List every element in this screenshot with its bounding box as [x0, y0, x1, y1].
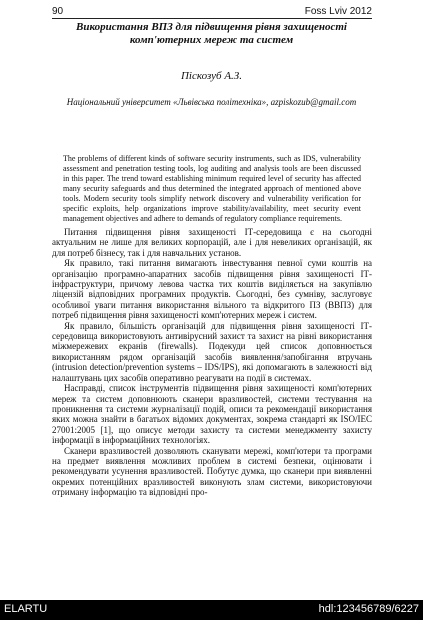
paper-author: Піскозуб А.З.: [180, 70, 242, 82]
repository-footer: [0, 600, 423, 620]
header-rule: [52, 18, 372, 19]
footer-handle[interactable]: hdl:123456789/6227: [318, 603, 419, 615]
conference-name: Foss Lviv 2012: [304, 6, 372, 17]
paragraph: Насправді, список інструментів підвищення рівня захищеності комп'ютерних мереж та систем доповнюють сканери вразливостей, системи тестування на проникнення та системи журналізації подій, описи та рекомендації використання яких можна знайти в багатьох відомих документах, зокрема стандарті як ISO/IEC 27001:2005 [1], що описує методи захисту та системи менеджменту захисту інформації в інформаційних технологіях.: [52, 383, 372, 446]
body-text: [52, 227, 372, 498]
paragraph: Сканери вразливостей дозволяють сканувати мережі, комп'ютери та програми на предмет виявлення можливих проблем в системі безпеки, оцінювати і рекомендувати усунення вразливостей. Побутує думка, що сканери при виявленні окремих потенційних вразливостей виконують злам системи, використовуючи отриману інформацію та відповідні про-: [52, 445, 372, 498]
abstract: The problems of different kinds of software security instruments, such as IDS, vulnerability assessment and penetration testing tools, log auditing and analysis tools are been discussed in this paper. The trend toward establishing minimum required level of security has affected many security safeguards and thus determined the integrated approach of mentioned above tools. Modern security tools simplify network discovery and vulnerability verification for specific exploits, help organizations improve stability/availability, meet security event management objectives and adhere to demands of regulatory compliance requirements.: [63, 154, 361, 223]
paragraph: Як правило, більшість організацій для підвищення рівня захищеності ІТ-середовища використовують антивірусний захист та захист на рівні використання міжмережевих екранів (firewalls). Подекуди цей список доповнюється використанням рядом організацій засобів виявлення/запобігання втручань (intrusion detection/prevention systems – IDS/IPS), які допомагають в залежності від налаштувань цих засобів оперативно реагувати на події в системах.: [52, 320, 372, 383]
paragraph: Питання підвищення рівня захищеності ІТ-середовища є на сьогодні актуальним не лише для великих корпорацій, але і для невеликих організацій, як для потреб бізнесу, так і для навчальних установ.: [52, 227, 372, 258]
paragraph: Як правило, такі питання вимагають інвестування певної суми коштів на організацію програмно-апаратних засобів підвищення рівня захищеності ІТ-інфраструктури, причому левова частка тих коштів виділяється на закупівлю ліцензій відповідних програмних продуктів. Сьогодні, без сумніву, заслуговує особливої уваги питання використання вільного та відкритого ПЗ (ВВПЗ) для потреб підвищення рівня захищеності комп'ютерних мереж і систем.: [52, 258, 372, 321]
page-number: 90: [52, 6, 64, 17]
footer-source: ELARTU: [4, 603, 48, 615]
paper-title: Використання ВПЗ для підвищення рівня захищеності комп'ютерних мереж та систем: [76, 21, 347, 46]
paper-affiliation: Національний університет «Львівська політехніка», azpiskozub@gmail.com: [66, 97, 357, 107]
